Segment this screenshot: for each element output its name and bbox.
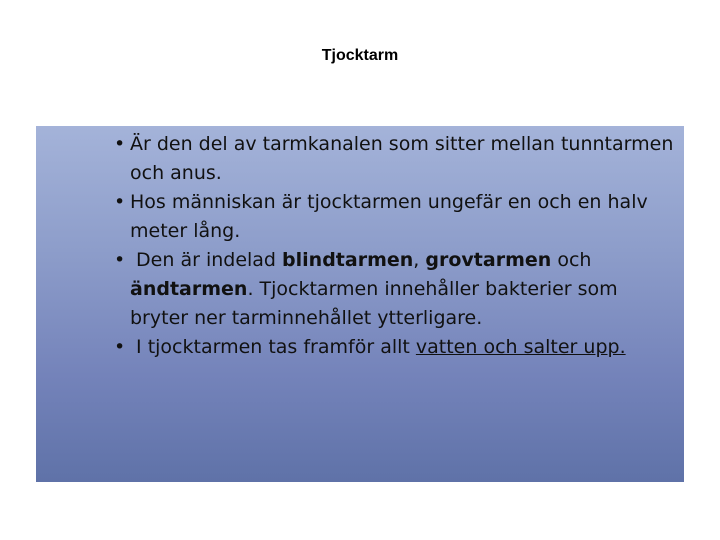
bold-term-andtarmen: ändtarmen — [130, 278, 248, 300]
bullet-item — [78, 130, 678, 188]
bullet-item — [78, 333, 678, 362]
bullet-item — [78, 188, 678, 246]
bullet-list — [78, 130, 678, 362]
bullet-text: . Tjocktarmen innehåller bakterier som bryter ner tarminnehållet ytterligare. — [130, 278, 618, 329]
bullet-text: , — [413, 249, 426, 271]
bullet-text: I tjocktarmen tas framför allt — [130, 336, 416, 358]
bullet-text: och — [551, 249, 598, 271]
bullet-item — [78, 246, 678, 333]
slide-title: Tjocktarm — [321, 47, 399, 64]
bold-term-grovtarmen: grovtarmen — [425, 249, 552, 271]
bullet-text: Den är indelad — [130, 249, 283, 271]
bullet-text: Hos människan är tjocktarmen ungefär en och en halv meter lång. — [130, 191, 648, 242]
underlined-text: vatten och salter upp. — [415, 336, 626, 358]
bullet-text: Är den del av tarmkanalen som sitter mellan tunntarmen och anus. — [130, 133, 674, 184]
bold-term-blindtarmen: blindtarmen — [282, 249, 414, 271]
